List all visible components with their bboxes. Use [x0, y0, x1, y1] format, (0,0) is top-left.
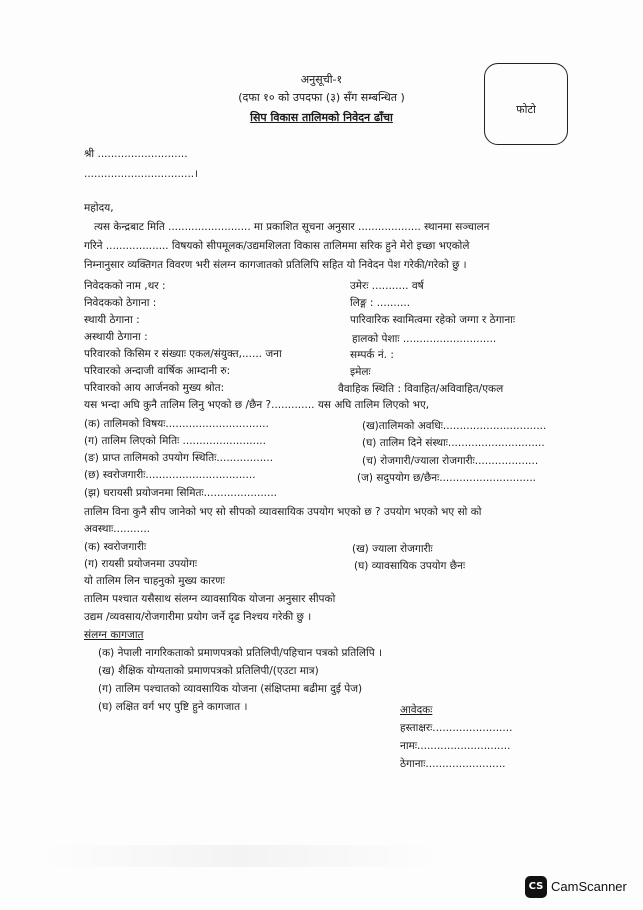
camscanner-watermark: CamScanner [551, 879, 627, 894]
applicant-signature: हस्ताक्षरः........................ [400, 722, 513, 734]
scan-shadow [40, 845, 440, 867]
usage-household: (ग) रायसी प्रयोजनमा उपयोगः [84, 558, 197, 570]
attachment-item: (घ) लक्षित वर्ग भए पुष्टि हुने कागजात । [98, 701, 248, 713]
field-income-source: परिवारको आय आर्जनको मुख्य श्रोत: [84, 382, 225, 394]
camscanner-logo-icon: CS [525, 876, 547, 898]
address-line-1: श्री ........................... [84, 148, 188, 160]
field-age: उमेरः ........... वर्ष [350, 280, 424, 292]
field-email: इमेलः [350, 366, 371, 378]
prev-training-employment: (च) रोजगारी/ज्याला रोजगारीः................... [362, 455, 539, 467]
applicant-name: नामः............................ [400, 740, 511, 752]
field-address: निवेदकको ठेगाना : [84, 297, 157, 309]
salutation: महोदय, [84, 202, 114, 214]
skill-usage-question: तालिम विना कुनै सीप जानेको भए सो सीपको व्यावसायिक उपयोग भएको छ ? उपयोग भएको भए सो को [84, 506, 482, 518]
applicant-address: ठेगानाः........................ [400, 758, 506, 770]
prev-training-utilized: (ज) सदुपयोग छ/छैनः............................. [357, 472, 537, 484]
reason-line-1: तालिम पश्चात यसैसाथ संलग्न व्यावसायिक योजना अनुसार सीपको [84, 593, 336, 605]
reason-line-2: उद्यम /व्यवसाय/रोजगारीमा प्रयोग जर्ने दृढ निश्चय गरेकी छु । [84, 611, 312, 623]
field-gender: लिङ्ग : .......... [350, 297, 411, 309]
field-occupation: हालको पेशाः ............................ [352, 333, 497, 345]
schedule-heading: अनुसूची-१ [300, 73, 343, 86]
usage-no-business: (घ) व्यावसायिक उपयोग छैनः [354, 560, 466, 572]
attachment-item: (ग) तालिम पश्चातको व्यावसायिक योजना (संक्षिप्तमा बढीमा दुई पेज) [98, 683, 363, 695]
intro-line-3: निम्नानुसार व्यक्तिगत विवरण भरी संलग्न कागजातको प्रतिलिपि सहित यो निवेदन पेश गरेकी/गरेको छु । [84, 259, 467, 271]
prev-training-institution: (घ) तालिम दिने संस्थाः............................. [362, 437, 545, 449]
usage-self-employment: (क) स्वरोजगारीः [84, 541, 147, 553]
field-family-type: परिवारको किसिम र संख्याः एकल/संयुक्त,...... जना [84, 348, 282, 360]
form-title: सिप विकास तालिमको निवेदन ढाँचा [250, 111, 393, 124]
field-permanent-address: स्थायी ठेगाना : [84, 314, 140, 326]
intro-line-2: गरिने ................... विषयको सीपमूलक/उद्यमशिलता विकास तालिममा सरिक हुने मेरो इच्छा भएकोले [84, 240, 470, 252]
applicant-heading: आवेदकः [400, 704, 433, 716]
field-temporary-address: अस्थायी ठेगाना : [84, 331, 148, 343]
usage-wage-employment: (ख) ज्याला रोजगारीः [352, 543, 433, 555]
intro-line-1: त्यस केन्द्रबाट मिति ......................... मा प्रकाशित सूचना अनुसार ................... स्थानमा सञ्चालन [94, 221, 490, 233]
photo-box [484, 63, 568, 145]
field-name: निवेदकको नाम ,थर : [84, 280, 166, 292]
address-line-2: .................................। [84, 168, 199, 180]
prev-training-date: (ग) तालिम लिएको मितिः ......................... [84, 435, 266, 447]
photo-label: फोटो [516, 103, 536, 116]
field-contact: सम्पर्क नं. : [350, 349, 394, 361]
attachment-item: (ख) शैक्षिक योग्यताको प्रमाणपत्रको प्रतिलिपी/(एउटा मात्र) [98, 665, 319, 677]
prev-training-self-employment: (छ) स्वरोजगारीः................................. [84, 469, 256, 481]
reason-heading: यो तालिम लिन चाहनुको मुख्य कारणः [84, 575, 225, 587]
prev-training-household: (झ) घरायसी प्रयोजनमा सिमितः...................... [84, 487, 278, 499]
field-income: परिवारको अन्दाजी वार्षिक आम्दानी रु: [84, 365, 231, 377]
field-family-land: पारिवारिक स्वामित्वमा रहेको जग्गा र ठेगानाः [350, 314, 516, 326]
prev-training-duration: (ख)तालिमको अवधिः............................... [362, 420, 547, 432]
skill-usage-status: अवस्थाः........... [84, 523, 150, 535]
field-marital-status: वैवाहिक स्थिति : विवाहित/अविवाहित/एकल [338, 383, 504, 395]
previous-training-question: यस भन्दा अघि कुनै तालिम लिनु भएको छ /छैन ?............. यस अघि तालिम लिएको भए, [84, 399, 430, 411]
attachments-heading: संलग्न कागजात [84, 629, 144, 641]
subtitle: (दफा १० को उपदफा (३) सँग सम्बन्धित ) [238, 91, 405, 104]
prev-training-usage: (ङ) प्राप्त तालिमको उपयोग स्थितिः................. [84, 452, 274, 464]
attachment-item: (क) नेपाली नागरिकताको प्रमाणपत्रको प्रतिलिपी/पहिचान पत्रको प्रतिलिपि । [98, 647, 383, 659]
prev-training-subject: (क) तालिमको विषयः............................... [84, 418, 269, 430]
